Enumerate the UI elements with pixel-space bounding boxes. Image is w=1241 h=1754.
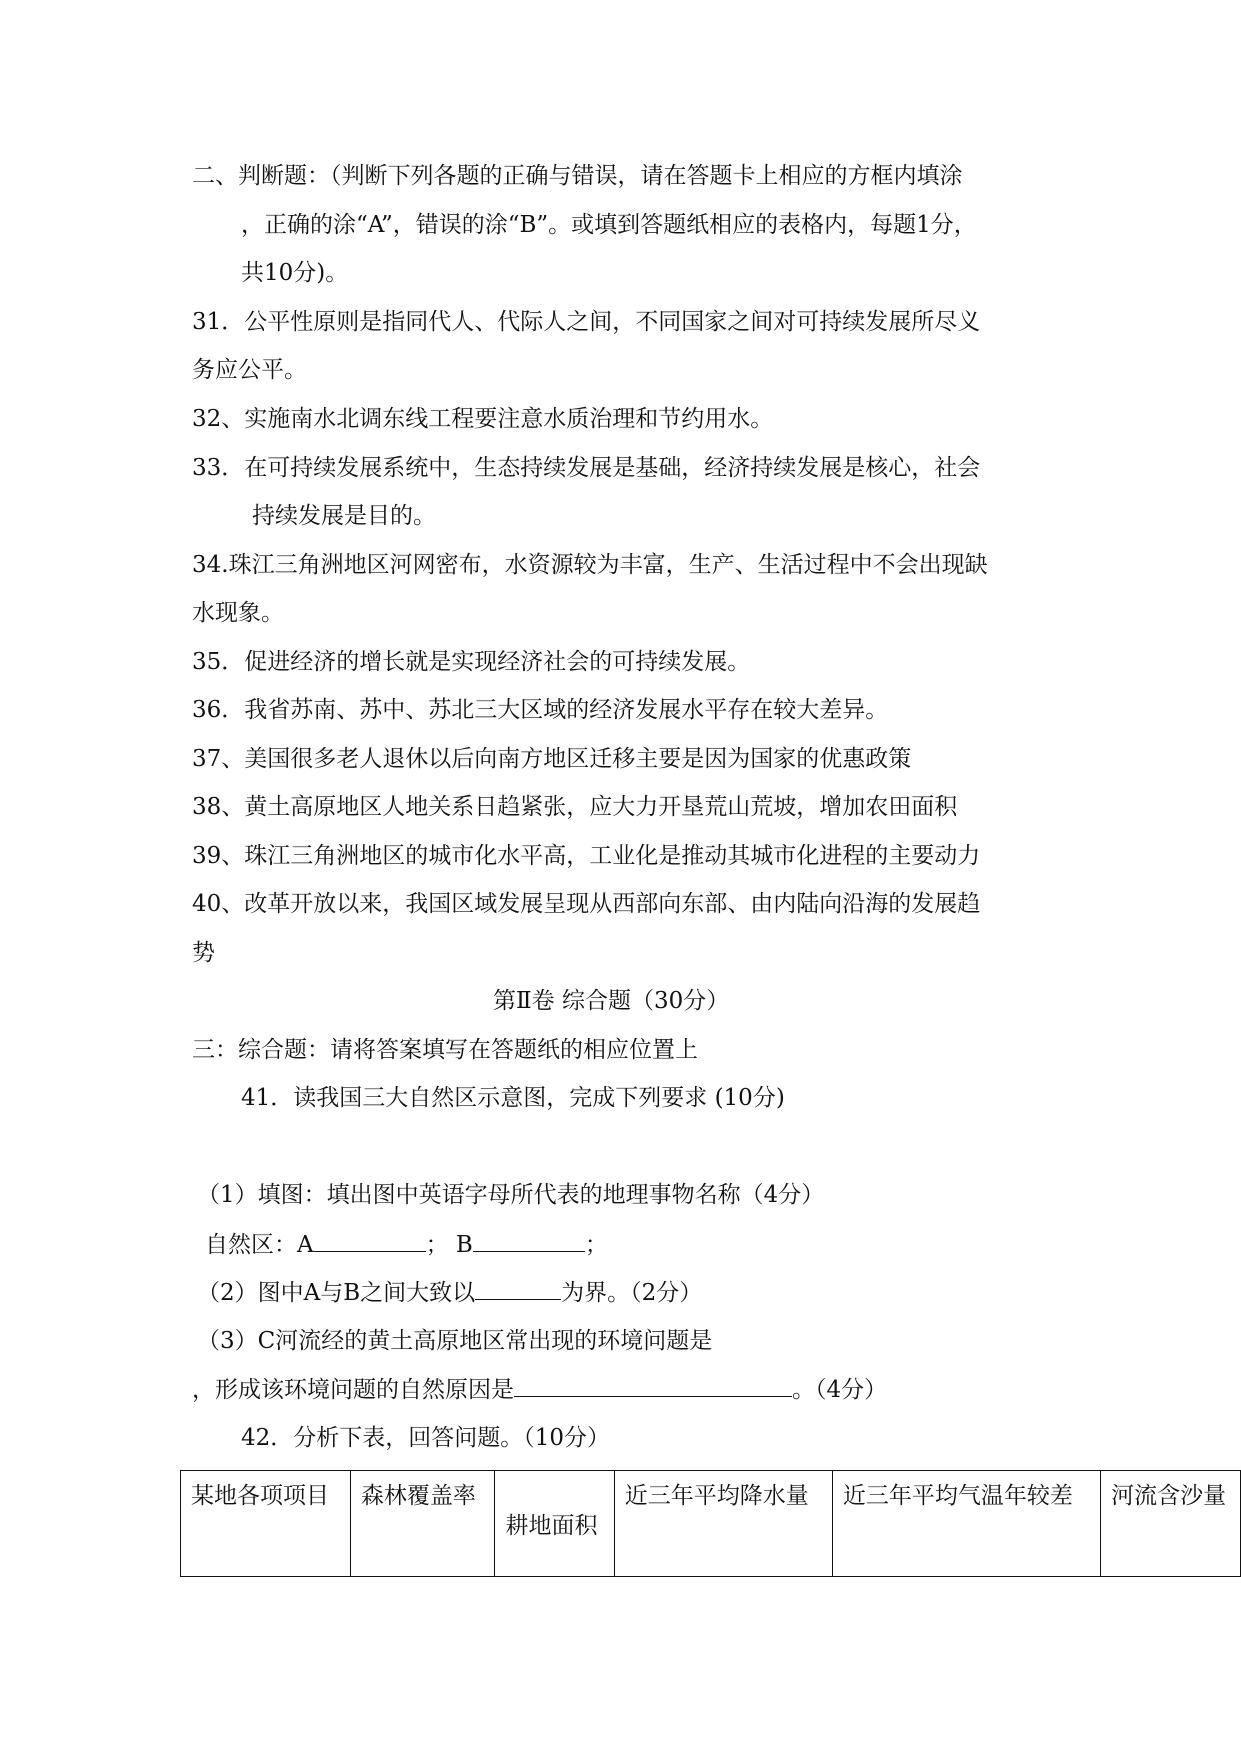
question-41-part1: （1）填图：填出图中英语字母所代表的地理事物名称（4分） xyxy=(197,1182,825,1208)
part2-title: 第Ⅱ卷 综合题（30分） xyxy=(493,988,730,1014)
boundary-prefix: （2）图中A与B之间大致以 xyxy=(197,1280,476,1306)
natural-cause-prefix: ，形成该环境问题的自然原因是 xyxy=(192,1377,514,1403)
question-41-part2 xyxy=(197,1277,702,1308)
question-36: 36．我省苏南、苏中、苏北三大区域的经济发展水平存在较大差异。 xyxy=(192,697,889,723)
natural-cause-suffix: 。（4分） xyxy=(792,1377,888,1403)
question-38: 38、黄土高原地区人地关系日趋紧张，应大力开垦荒山荒坡，增加农田面积 xyxy=(192,794,958,820)
question-40-line2: 势 xyxy=(192,940,215,966)
section2-instruction-line3: 共10分)。 xyxy=(241,260,349,286)
section3-instruction: 三：综合题：请将答案填写在答题纸的相应位置上 xyxy=(192,1037,698,1063)
question-32: 32、实施南水北调东线工程要注意水质治理和节约用水。 xyxy=(192,406,774,432)
question-33-line1: 33．在可持续发展系统中，生态持续发展是基础，经济持续发展是核心，社会 xyxy=(192,455,981,481)
natural-region-b-blank[interactable] xyxy=(473,1229,585,1252)
table-header-cell: 近三年平均气温年较差 xyxy=(832,1471,1100,1577)
table-header-cell: 某地各项项目 xyxy=(181,1471,351,1577)
question-37: 37、美国很多老人退休以后向南方地区迁移主要是因为国家的优惠政策 xyxy=(192,746,912,772)
question-34-line1: 34.珠江三角洲地区河网密布，水资源较为丰富，生产、生活过程中不会出现缺 xyxy=(192,552,988,578)
natural-region-a-label: 自然区：A xyxy=(205,1232,314,1258)
natural-region-b-label: ； B xyxy=(425,1232,473,1258)
table-header-cell: 近三年平均降水量 xyxy=(614,1471,832,1577)
question-40-line1: 40、改革开放以来，我国区域发展呈现从西部向东部、由内陆向沿海的发展趋 xyxy=(192,891,981,917)
boundary-blank[interactable] xyxy=(475,1277,561,1300)
question-39: 39、珠江三角洲地区的城市化水平高，工业化是推动其城市化进程的主要动力 xyxy=(192,843,981,869)
boundary-suffix: 为界。（2分） xyxy=(561,1280,703,1306)
table-header-cell: 耕地面积 xyxy=(495,1471,614,1577)
natural-region-suffix: ； xyxy=(584,1232,608,1258)
natural-cause-blank[interactable] xyxy=(514,1374,792,1397)
table-header-cell: 河流含沙量 xyxy=(1101,1471,1241,1577)
table-header-cell: 森林覆盖率 xyxy=(350,1471,495,1577)
question-42-title: 42．分析下表，回答问题。（10分） xyxy=(241,1425,611,1451)
question-31-line2: 务应公平。 xyxy=(192,357,307,383)
section2-instruction-line1: 二、判断题：（判断下列各题的正确与错误，请在答题卡上相应的方框内填涂 xyxy=(192,163,963,189)
question-34-line2: 水现象。 xyxy=(192,600,284,626)
question-33-line2: 持续发展是目的。 xyxy=(252,503,436,529)
question-41-part3-answer-line xyxy=(192,1374,887,1405)
section2-instruction-line2: ，正确的涂“A”，错误的涂“B”。或填到答题纸相应的表格内，每题1分， xyxy=(241,212,977,238)
table-row xyxy=(181,1471,1241,1577)
question-41-part3: （3）C河流经的黄土高原地区常出现的环境问题是 xyxy=(197,1328,713,1354)
question-31-line1: 31．公平性原则是指同代人、代际人之间，不同国家之间对可持续发展所尽义 xyxy=(192,309,981,335)
analysis-table xyxy=(180,1470,1241,1577)
question-35: 35．促进经济的增长就是实现经济社会的可持续发展。 xyxy=(192,649,751,675)
question-41-title: 41．读我国三大自然区示意图，完成下列要求 (10分) xyxy=(241,1085,785,1111)
question-41-part1-answer-line xyxy=(205,1229,608,1260)
natural-region-a-blank[interactable] xyxy=(314,1229,426,1252)
